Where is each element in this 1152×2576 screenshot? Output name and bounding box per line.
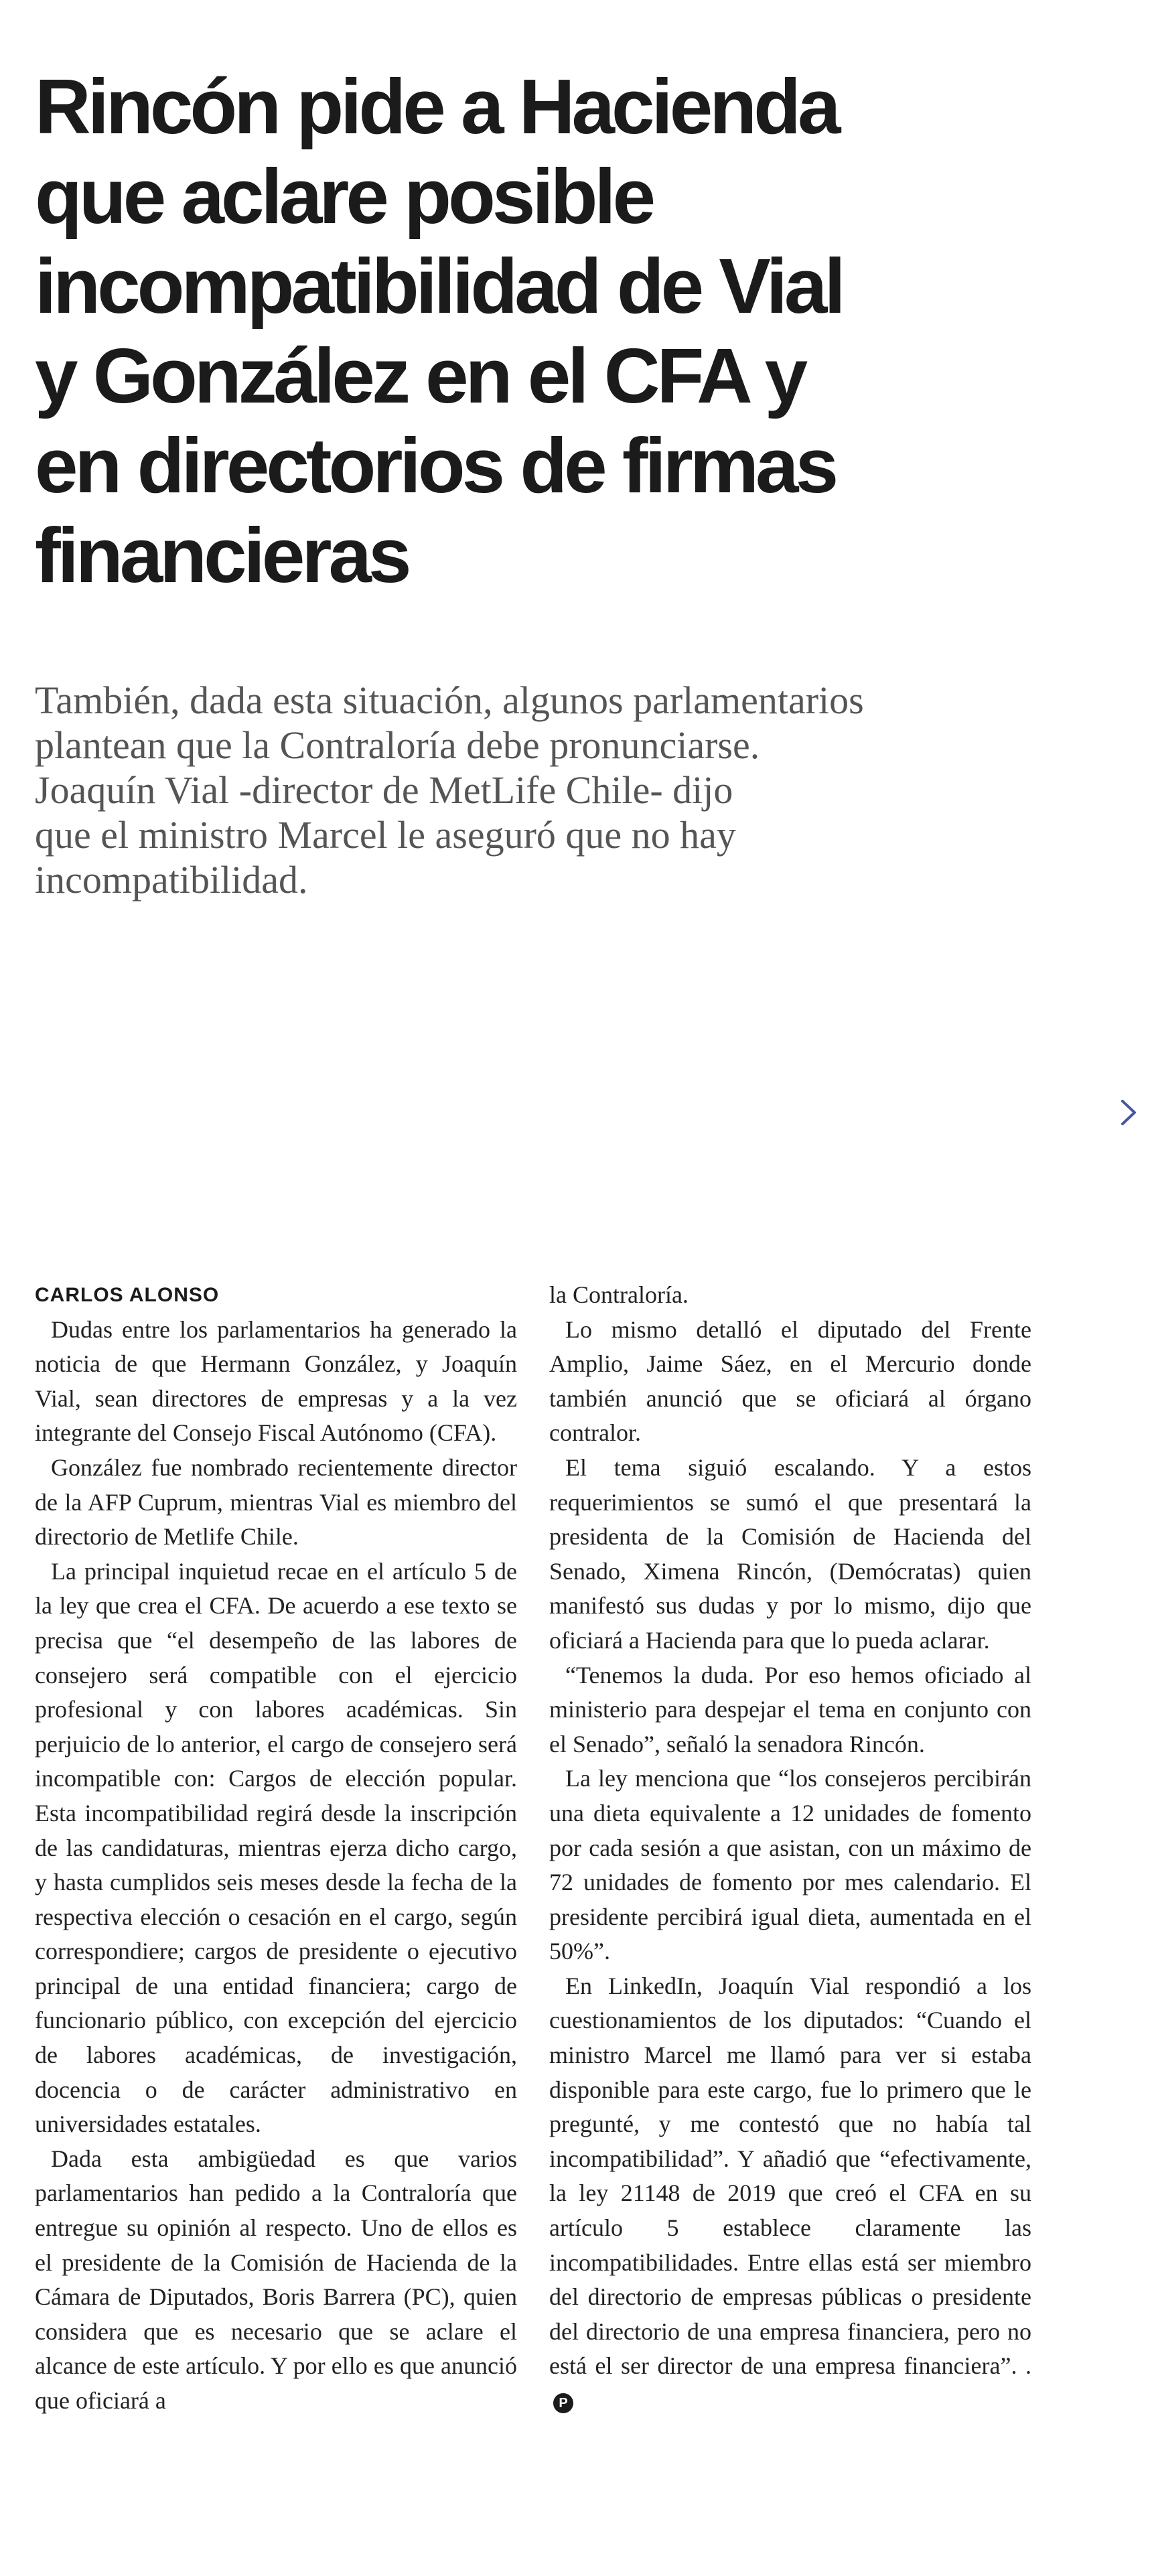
body-paragraph: La principal inquietud recae en el artículo 5 de la ley que crea el CFA. De acuerdo a ese texto se precisa que “el desempeño de las labores de consejero será compatible con el ejercicio profesional y con labores académicas. Sin perjuicio de lo anterior, el cargo de consejero será incompatible con: Cargos de elección popular. Esta incompatibilidad regirá desde la inscripción de las candidaturas, mientras ejerza dicho cargo, y hasta cumplidos seis meses desde la fecha de la respectiva elección o cesación en el cargo, según correspondiere; cargos de presidente o ejecutivo principal de una entidad financiera; cargo de funcionario público, con excepción del ejercicio de labores académicas, de investigación, docencia o de carácter administrativo en universidades estatales. — [35, 1557, 517, 2138]
headline-line: y González en el CFA y — [35, 332, 805, 419]
body-paragraph: Lo mismo detalló el diputado del Frente Amplio, Jaime Sáez, en el Mercurio donde también anunció que se oficiará al órgano contralor. — [549, 1315, 1031, 1447]
deck-line: Joaquín Vial -director de MetLife Chile- dijo — [35, 768, 733, 812]
deck-line: incompatibilidad. — [35, 858, 308, 902]
body-paragraph: González fue nombrado recientemente director de la AFP Cuprum, mientras Vial es miembro del directorio de Metlife Chile. — [35, 1453, 517, 1551]
article-column-left — [35, 1278, 517, 2419]
deck-line: plantean que la Contraloría debe pronunciarse. — [35, 723, 760, 767]
body-paragraph-last — [549, 1969, 1031, 2419]
deck-line: que el ministro Marcel le aseguró que no hay — [35, 813, 736, 857]
article-deck — [35, 678, 1080, 902]
next-page-button[interactable] — [1109, 1093, 1148, 1132]
headline-line: financieras — [35, 512, 409, 599]
publication-logo-icon: P — [553, 2393, 573, 2413]
body-paragraph: La ley menciona que “los consejeros percibirán una dieta equivalente a 12 unidades de fomento por cada sesión a que asistan, con un máximo de 72 unidades de fomento por mes calendario. El presidente percibirá igual dieta, aumentada en el 50%”. — [549, 1765, 1031, 1965]
headline — [35, 62, 959, 600]
body-paragraph: “Tenemos la duda. Por eso hemos oficiado al ministerio para despejar el tema en conjunto con el Senado”, señaló la senadora Rincón. — [549, 1661, 1031, 1758]
headline-line: en directorios de firmas — [35, 422, 836, 509]
body-paragraph: El tema siguió escalando. Y a estos requerimientos se sumó el que presentará la presidenta de la Comisión de Hacienda del Senado, Ximena Rincón, (Demócratas) quien manifestó sus dudas y por lo mismo, dijo que oficiará a Hacienda para que lo pueda aclarar. — [549, 1453, 1031, 1654]
article-column-right — [549, 1278, 1031, 2419]
body-paragraph: Dada esta ambigüedad es que varios parlamentarios han pedido a la Contraloría que entregue su opinión al respecto. Uno de ellos es el presidente de la Comisión de Hacienda de la Cámara de Diputados, Boris Barrera (PC), quien considera que es necesario que se aclare el alcance de este artículo. Y por ello es que anunció que oficiará a — [35, 2145, 517, 2414]
headline-line: incompatibilidad de Vial — [35, 242, 843, 330]
body-paragraph: Dudas entre los parlamentarios ha generado la noticia de que Hermann González, y Joaquín Vial, sean directores de empresas y a la vez integrante del Consejo Fiscal Autónomo (CFA). — [35, 1315, 517, 1447]
headline-line: que aclare posible — [35, 153, 653, 240]
body-paragraph-continued: la Contraloría. — [549, 1281, 689, 1308]
last-paragraph-text: En LinkedIn, Joaquín Vial respondió a los cuestionamientos de los diputados: “Cuando el ministro Marcel me llamó para ver si estaba disponible para este cargo, fue lo primero que le pregunté, y me contestó que no había tal incompatibilidad”. Y añadió que “efectivamente, la ley 21148 de 2019 que creó el CFA en su artículo 5 establece claramente las incompatibilidades. Entre ellas está ser miembro del directorio de empresas públicas o presidente del directorio de una empresa financiera, pero no está el ser director de una empresa financiera”. . — [549, 1972, 1031, 2380]
deck-line: También, dada esta situación, algunos parlamentarios — [35, 678, 864, 722]
headline-line: Rincón pide a Hacienda — [35, 63, 838, 150]
chevron-right-icon — [1119, 1098, 1139, 1127]
byline: CARLOS ALONSO — [35, 1284, 220, 1306]
